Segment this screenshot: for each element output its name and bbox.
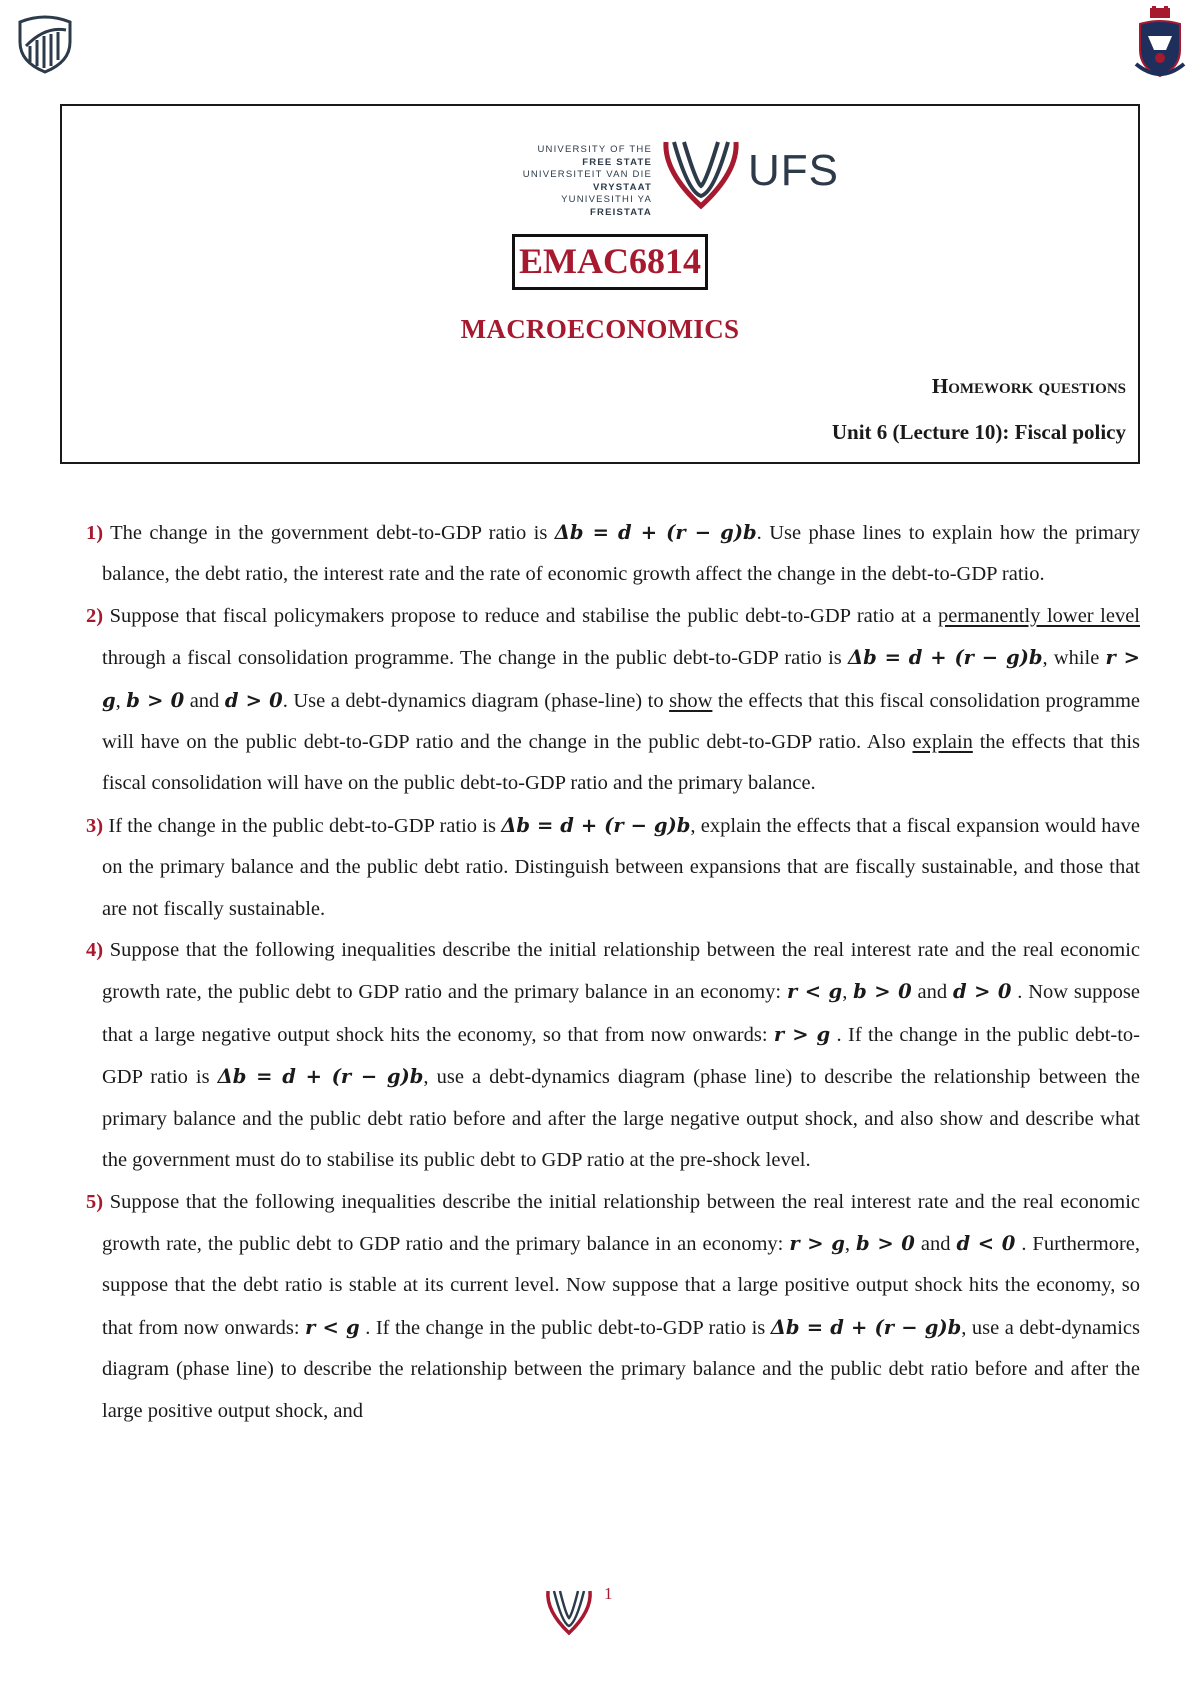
ufs-footer-heart-icon bbox=[544, 1583, 594, 1637]
ufs-logo bbox=[442, 126, 862, 216]
university-name-lines bbox=[442, 144, 652, 219]
course-title: MACROECONOMICS bbox=[460, 314, 740, 344]
question-number: 1) bbox=[86, 522, 104, 544]
question-number: 2) bbox=[86, 604, 104, 627]
faculty-crest-logo bbox=[14, 12, 76, 74]
question-4: 4) Suppose that the following inequalities describe the initial relationship between the real interest rate and the real economic growth rate, the public debt to GDP ratio and the primary balance in an economy: r < g, b > 0 and d > 0 . Now suppose that a large negative output shock hits the economy, so that from now onwards: r > g . If the change in the public debt-to-GDP ratio is Δb = d + (r − g)b, use a debt-dynamics diagram (phase line) to describe the relationship between the primary balance and the public debt ratio before and after the large negative output shock, and also show and describe what the government must do to stabilise its public debt to GDP ratio at the pre-shock level. bbox=[86, 939, 1140, 1172]
question-5: 5) Suppose that the following inequalities describe the initial relationship between the real interest rate and the real economic growth rate, the public debt to GDP ratio and the primary balance in an economy: r > g, b > 0 and d < 0 . Furthermore, suppose that the debt ratio is stable at its current level. Now suppose that a large positive output shock hits the economy, so that from now onwards: r < g . If the change in the public debt-to-GDP ratio is Δb = d + (r − g)b, use a debt-dynamics diagram (phase line) to describe the relationship between the primary balance and the public debt ratio before and after the large positive output shock, and bbox=[86, 1190, 1141, 1422]
university-name-line: FREE STATE bbox=[582, 156, 652, 168]
university-name-line: YUNIVESITHI YA bbox=[561, 194, 652, 205]
university-name-line: FREISTATA bbox=[590, 206, 652, 218]
question-1: 1) The change in the government debt-to-GDP ratio is Δb = d + (r − g)b. Use phase lines to explain how the primary balance, the debt ratio, the interest rate and the rate of economic growth affect the change in the debt-to-GDP ratio. bbox=[86, 521, 1140, 586]
question-3: 3) If the change in the public debt-to-GDP ratio is Δb = d + (r − g)b, explain the effects that a fiscal expansion would have on the primary balance and the public debt ratio. Distinguish between expansions that are fiscally sustainable, and those that are not fiscally sustainable. bbox=[86, 813, 1141, 920]
university-coat-of-arms-logo bbox=[1132, 6, 1188, 84]
question-number: 4) bbox=[86, 939, 104, 962]
university-name-line: UNIVERSITEIT VAN DIE bbox=[522, 169, 652, 180]
question-2: 2) Suppose that fiscal policymakers propose to reduce and stabilise the public debt-to-GDP ratio at a permanently lower level through a fiscal consolidation programme. The change in the public debt-to-GDP ratio is Δb = d + (r − g)b, while r > g, b > 0 and d > 0. Use a debt-dynamics diagram (phase-line) to show the effects that this fiscal consolidation programme will have on the public debt-to-GDP ratio and the change in the public debt-to-GDP ratio. Also explain the effects that this fiscal consolidation will have on the public debt-to-GDP ratio and the primary balance. bbox=[86, 604, 1140, 795]
unit-label: Unit 6 (Lecture 10): Fiscal policy bbox=[831, 420, 1126, 444]
question-number: 5) bbox=[86, 1190, 104, 1213]
ufs-wordmark: UFS bbox=[748, 146, 839, 195]
question-number: 3) bbox=[86, 814, 104, 837]
university-name-line: UNIVERSITY OF THE bbox=[537, 144, 652, 155]
page-number: 1 bbox=[604, 1584, 613, 1603]
university-name-line: VRYSTAAT bbox=[592, 181, 652, 193]
title-header-box bbox=[60, 104, 1140, 464]
document-type-label: Homework questions bbox=[931, 374, 1126, 398]
course-code: EMAC6814 bbox=[512, 234, 708, 290]
question-list bbox=[86, 512, 1140, 1432]
ufs-heart-emblem-icon bbox=[660, 132, 742, 212]
